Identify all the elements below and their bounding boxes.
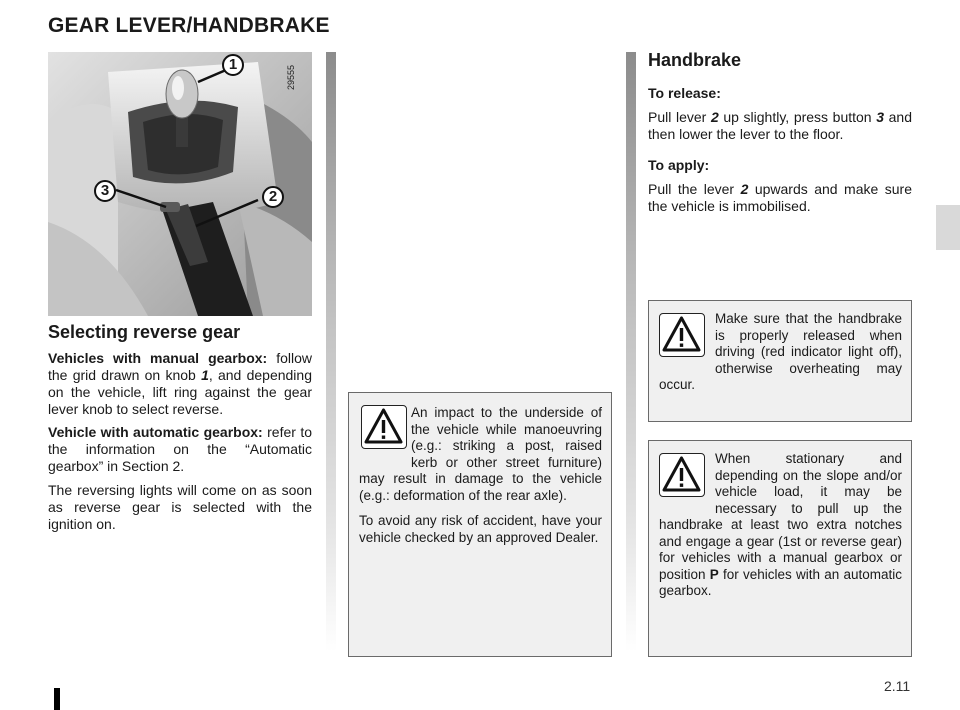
reverse-gear-heading: Selecting reverse gear (48, 322, 241, 342)
reversing-lights-paragraph: The reversing lights will come on as soon as reverse gear is selected with the ignition on. (48, 482, 312, 532)
release-label: To release: (648, 85, 721, 101)
manual-gearbox-label: Vehicles with manual gearbox: (48, 350, 268, 366)
page-number: 2.11 (884, 678, 911, 694)
automatic-gearbox-label: Vehicle with automatic gearbox: (48, 424, 263, 440)
handbrake-warning-text (659, 311, 902, 394)
automatic-gearbox-paragraph (48, 424, 312, 475)
callout-2: 2 (262, 186, 284, 208)
position-p: P (709, 566, 719, 582)
callout-3: 3 (94, 180, 116, 202)
release-text-b: up slightly, press button (718, 109, 877, 125)
slope-warning-box (648, 440, 912, 657)
handbrake-warning-para: Make sure that the handbrake is properly released when driving (red indicator light off), otherwise overheating may occur. (659, 311, 902, 392)
manual-text-a: follow the grid drawn on knob (48, 350, 313, 383)
impact-warning-para1: An impact to the underside of the vehicle while manoeuvring (e.g.: striking a post, raised kerb or other street furniture) may result in damage to the vehicle (e.g.: deformation of the rear axle). (359, 405, 602, 503)
manual-gearbox-paragraph (48, 350, 312, 418)
column-divider-right (626, 52, 636, 652)
page-title: GEAR LEVER/HANDBRAKE (48, 14, 330, 37)
button-ref: 3 (876, 109, 885, 125)
handbrake-warning-box (648, 300, 912, 422)
lever-ref: 2 (710, 109, 719, 125)
impact-warning-text (359, 405, 602, 546)
gear-lever-photo (48, 52, 312, 316)
impact-warning-box (348, 392, 612, 657)
apply-paragraph (648, 181, 912, 215)
release-text-a: Pull lever (648, 109, 711, 125)
photo-code: 29555 (286, 64, 296, 90)
release-paragraph (648, 109, 912, 143)
slope-text-a: When stationary and depending on the slope and/or vehicle load, it may be necessary to pull up the handbrake at least two extra notches and engage a gear (1st or reverse gear) for vehicles with a manual gearbox or position (659, 451, 902, 582)
release-text-c: and then lower the lever to the floor. (648, 109, 912, 142)
slope-warning-text (659, 451, 902, 600)
lever-ref-apply: 2 (740, 181, 749, 197)
apply-text-b: upwards and make sure the vehicle is immobilised. (648, 181, 912, 214)
knob-ref: 1 (201, 367, 209, 383)
column-divider-left (326, 52, 336, 652)
corner-mark (54, 688, 60, 710)
handbrake-heading: Handbrake (648, 50, 742, 70)
automatic-text: refer to the information on the “Automatic gearbox” in Section 2. (48, 424, 312, 474)
callout-1: 1 (222, 54, 244, 76)
apply-text-a: Pull the lever (648, 181, 741, 197)
impact-warning-para2: To avoid any risk of accident, have your vehicle checked by an approved Dealer. (359, 513, 602, 545)
section-tab (936, 205, 960, 250)
apply-label: To apply: (648, 157, 710, 173)
manual-text-b: , and depending on the vehicle, lift ring against the gear lever knob to select reverse. (48, 367, 312, 417)
slope-text-b: for vehicles with an automatic gearbox. (659, 566, 902, 598)
